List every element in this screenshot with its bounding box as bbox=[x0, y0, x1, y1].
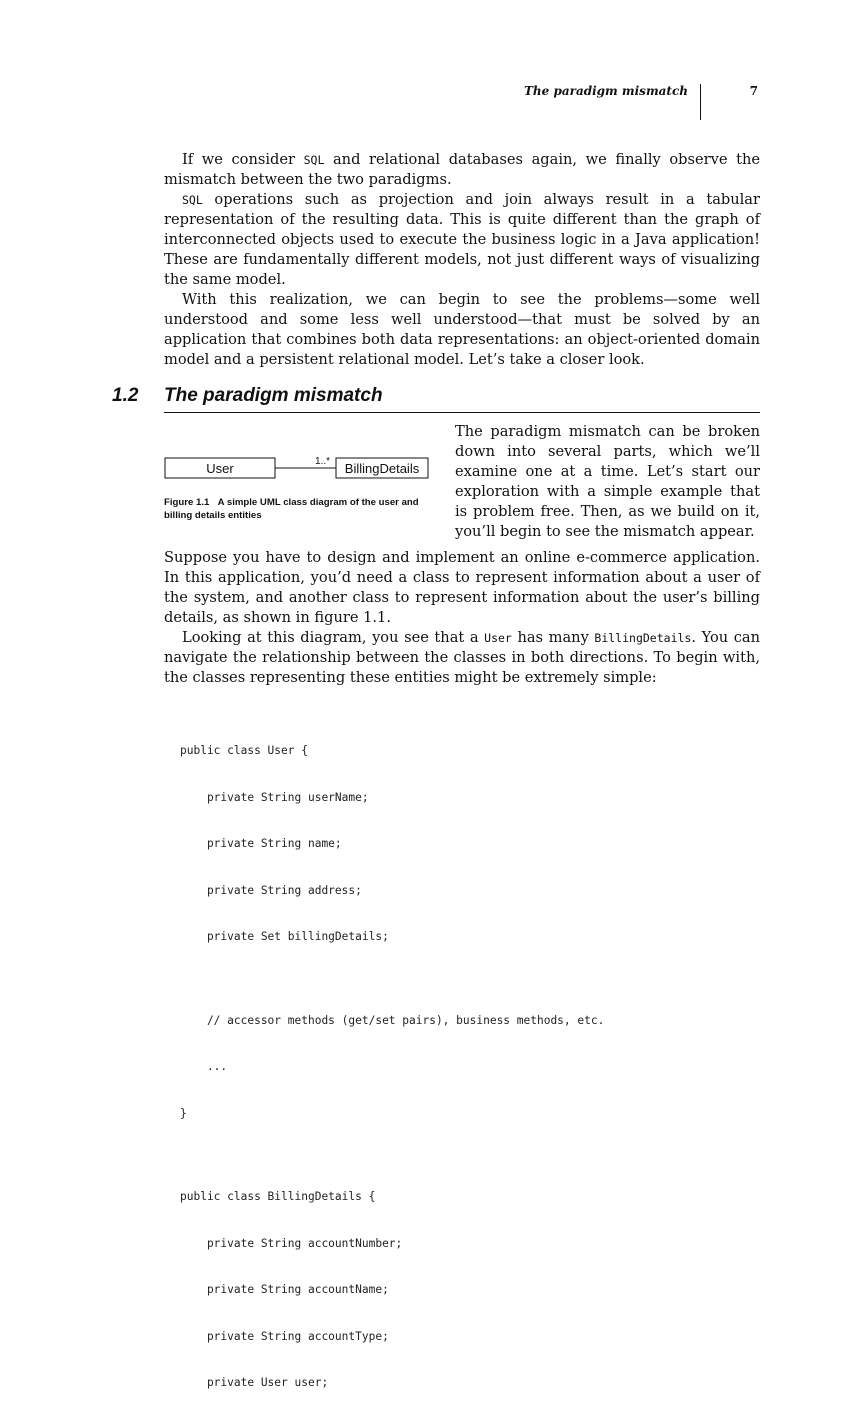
suppose-paragraph: Suppose you have to design and implement an online e-commerce application. In this application, you’d need a class to represent information about a user of the system, and another class to represent information about the user’s billing details, as shown in figure 1.1. bbox=[164, 549, 760, 626]
intro-text bbox=[164, 150, 760, 370]
code-line: private String name; bbox=[180, 837, 342, 850]
code-line: private String accountNumber; bbox=[180, 1236, 403, 1250]
wrap-paragraph: The paradigm mismatch can be broken down into several parts, which we’ll examine one at a time. Let’s start our exploration with a simple example that is problem free. Then, as we build on it, you’ll begin to see the mismatch appear. bbox=[455, 423, 760, 540]
code-line: private String accountType; bbox=[180, 1329, 389, 1343]
text-run: and relational databases again, we finally observe the mismatch between the two paradigms. bbox=[164, 151, 760, 188]
inline-code: User bbox=[484, 631, 512, 645]
inline-code: SQL bbox=[182, 193, 203, 207]
code-line: private String userName; bbox=[180, 790, 369, 804]
figure-1-1 bbox=[164, 450, 436, 540]
code-line: } bbox=[180, 1106, 187, 1120]
code-gap bbox=[180, 976, 740, 982]
code-line: private String address; bbox=[180, 883, 362, 897]
section-title: The paradigm mismatch bbox=[164, 385, 383, 406]
caption-label: Figure 1.1 bbox=[164, 497, 210, 508]
page-number: 7 bbox=[749, 84, 758, 98]
figure-caption bbox=[164, 496, 436, 522]
code-gap bbox=[180, 1152, 740, 1158]
user-class-label: User bbox=[206, 461, 234, 476]
body-text bbox=[164, 548, 760, 688]
inline-code: SQL bbox=[303, 153, 325, 167]
header-divider bbox=[700, 84, 701, 120]
code-line: // accessor methods (get/set pairs), business methods, etc. bbox=[180, 1013, 605, 1027]
uml-class-diagram bbox=[164, 450, 436, 490]
billing-class-label: BillingDetails bbox=[344, 461, 420, 476]
code-line: private User user; bbox=[180, 1376, 329, 1389]
section-rule bbox=[164, 412, 760, 413]
intro-paragraph-2 bbox=[164, 190, 760, 290]
code-line: public class BillingDetails { bbox=[180, 1190, 376, 1203]
looking-paragraph bbox=[164, 628, 760, 688]
caption-text: A simple UML class diagram of the user and billing details entities bbox=[164, 497, 419, 521]
multiplicity-label: 1..* bbox=[314, 456, 330, 467]
text-run: . You can navigate the relationship between the classes in both directions. To begin with, the classes representing these entities might be extremely simple: bbox=[164, 629, 760, 686]
text-run: has many bbox=[511, 629, 595, 646]
text-run: If we consider bbox=[182, 151, 304, 168]
section-number: 1.2 bbox=[112, 385, 139, 406]
running-title: The paradigm mismatch bbox=[523, 84, 688, 98]
running-header bbox=[520, 84, 760, 120]
code-line: private Set billingDetails; bbox=[180, 930, 389, 943]
text-run: operations such as projection and join always result in a tabular representation of the resulting data. This is quite different than the graph of interconnected objects used to execute the business logic in a Java application! These are fundamentally different models, not just different ways of visualizing the same model. bbox=[164, 191, 760, 288]
code-line: private String accountName; bbox=[180, 1283, 389, 1296]
code-listing bbox=[180, 712, 740, 1422]
code-line: ... bbox=[180, 1060, 228, 1073]
code-line: public class User { bbox=[180, 744, 308, 757]
intro-paragraph-3: With this realization, we can begin to see the problems—some well understood and some less well understood—that must be solved by an application that combines both data representations: an object-oriented domain model and a persistent relational model. Let’s take a closer look. bbox=[164, 291, 760, 368]
text-run: Looking at this diagram, you see that a bbox=[182, 629, 485, 646]
intro-paragraph-1 bbox=[164, 150, 760, 190]
inline-code: BillingDetails bbox=[594, 631, 692, 645]
section-heading bbox=[112, 384, 760, 408]
